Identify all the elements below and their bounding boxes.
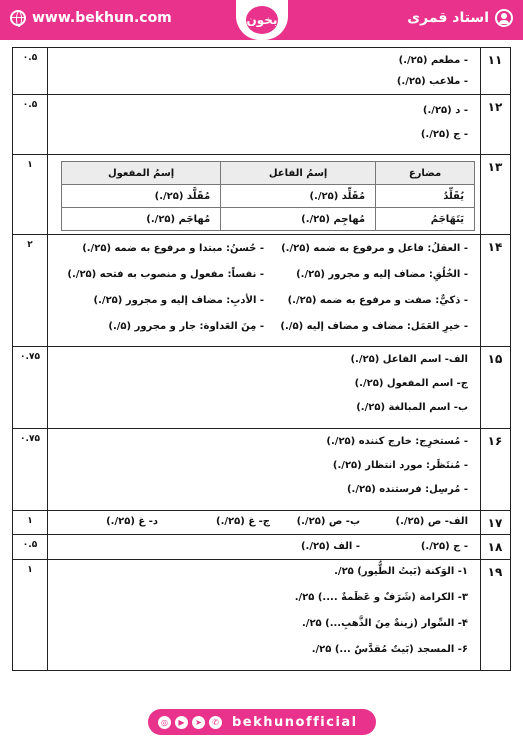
answer-line: ۳- الكرامة (شَرَفٌ و عَظَمةٌ ....) ۲۵/.: [294, 592, 468, 603]
question-score: ۰.۵: [22, 540, 38, 550]
table-row: [62, 208, 475, 231]
answer-line: ج- اسم المفعول (۲۵/.): [354, 378, 468, 389]
question-number: ۱۷: [487, 516, 503, 530]
social-footer: [148, 709, 376, 735]
question-score: ۱: [27, 565, 33, 575]
question-score: ۱: [27, 160, 33, 170]
question-number: ۱۳: [487, 160, 503, 174]
answer-line: الف- اسم الفاعل (۲۵/.): [350, 354, 468, 365]
question-score: ۱: [27, 516, 33, 526]
table-row: [62, 185, 475, 208]
site-link[interactable]: [10, 10, 172, 26]
answer-item: - الف (۲۵/.): [300, 541, 360, 552]
answer-line: - ج (۲۵/.): [420, 129, 468, 140]
answer-line: - ذكيٌّ: صفت و مرفوع به ضمه (۲۵/.): [287, 295, 468, 306]
question-number: ۱۶: [487, 434, 503, 448]
table-header-cell: إسمُ المفعول: [62, 162, 221, 185]
teacher-label: [407, 9, 513, 27]
question-row-13: [13, 155, 510, 235]
question-number: ۱۴: [487, 240, 503, 254]
question-row-16: [13, 429, 510, 511]
answer-line: - الأدبِ: مضاف إليه و مجرور (۲۵/.): [93, 295, 264, 306]
answer-sheet: [12, 47, 511, 671]
answer-line: - خيرِ العَمَل: مضاف و مضاف إليه (۵/.): [280, 321, 468, 332]
question-score: ۲: [27, 240, 33, 250]
answer-line: - نفساً: مفعول و منصوب به فتحه (۲۵/.): [67, 269, 264, 280]
question-score: ۰.۷۵: [20, 434, 40, 444]
question-number: ۱۱: [487, 53, 503, 67]
youtube-icon[interactable]: ▶: [175, 716, 188, 729]
answer-line: - الخُلُقِ: مضاف إليه و مجرور (۲۵/.): [296, 269, 468, 280]
answer-line: - ملاعب (۲۵/.): [396, 76, 468, 87]
question-number: ۱۵: [487, 352, 503, 366]
answer-line: - مطعم (۲۵/.): [398, 55, 468, 66]
answer-line: ب- اسم المبالغة (۲۵/.): [356, 402, 468, 413]
table-header-row: [62, 162, 475, 185]
answer-line: - د (۲۵/.): [422, 105, 468, 116]
question-row-15: [13, 347, 510, 429]
answer-line: - مُستخرِج: خارج كننده (۲۵/.): [326, 436, 468, 447]
answer-line: ۱- الوَكنة (بَيتُ الطُّيور) ۲۵/.: [334, 566, 468, 577]
globe-icon: [10, 10, 26, 26]
instagram-icon[interactable]: ◎: [158, 716, 171, 729]
table-header-cell: مضارع: [376, 162, 475, 185]
question-number: ۱۸: [487, 540, 503, 554]
question-number: ۱۲: [487, 100, 503, 114]
answer-line: - مُرسِل: فرستنده (۲۵/.): [346, 484, 468, 495]
answer-line: ۶- المسجد (بَيتٌ مُقدَّسٌ ...) ۲۵/.: [311, 644, 468, 655]
question-row-19: [13, 560, 510, 672]
brand-logo[interactable]: [236, 0, 288, 40]
question-row-11: [13, 48, 510, 95]
table-cell: يَتَهَاجَمُ: [376, 208, 475, 231]
answer-line: - مِنَ العَداوة: جار و مجرور (۵/.): [108, 321, 264, 332]
user-icon: [495, 9, 513, 27]
site-url[interactable]: www.bekhun.com: [32, 10, 172, 26]
question-score: ۰.۵: [22, 100, 38, 110]
table-cell: مُهاجِم (۲۵/.): [221, 208, 376, 231]
question-row-17: [13, 511, 510, 535]
answer-line: - حُسنُ: مبتدا و مرفوع به ضمه (۲۵/.): [82, 243, 264, 254]
telegram-icon[interactable]: ➤: [192, 716, 205, 729]
question-row-12: [13, 95, 510, 155]
answer-line: - مُنتَظَر: مورد انتظار (۲۵/.): [332, 460, 468, 471]
answer-item: ب- ص (۲۵/.): [296, 516, 360, 527]
table-cell: مُقَلِّد (۲۵/.): [221, 185, 376, 208]
table-cell: مُهاجَم (۲۵/.): [62, 208, 221, 231]
table-cell: يُقَلِّدُ: [376, 185, 475, 208]
answer-item: د- غ (۲۵/.): [106, 516, 158, 527]
answer-item: الف- ص (۲۵/.): [395, 516, 468, 527]
header-bar: [0, 0, 523, 40]
whatsapp-icon[interactable]: ✆: [209, 716, 222, 729]
answer-item: - ج (۲۵/.): [420, 541, 468, 552]
table-cell: مُقَلَّد (۲۵/.): [62, 185, 221, 208]
question-row-14: [13, 235, 510, 347]
table-header-cell: إسمُ الفاعل: [221, 162, 376, 185]
logo-mark: بخون: [246, 6, 278, 34]
question-score: ۰.۷۵: [20, 352, 40, 362]
question-score: ۰.۵: [22, 53, 38, 63]
teacher-name: استاد قمری: [407, 10, 489, 26]
question-number: ۱۹: [487, 565, 503, 579]
verb-forms-table: [61, 161, 475, 231]
answer-item: ج- غ (۲۵/.): [216, 516, 270, 527]
social-handle[interactable]: bekhunofficial: [232, 714, 358, 730]
question-row-18: [13, 535, 510, 560]
answer-line: ۴- السِّوار (زينةٌ مِنَ الذَّهبِ...) ۲۵/.: [301, 618, 468, 629]
answer-line: - العقلُ: فاعل و مرفوع به ضمه (۲۵/.): [281, 243, 468, 254]
